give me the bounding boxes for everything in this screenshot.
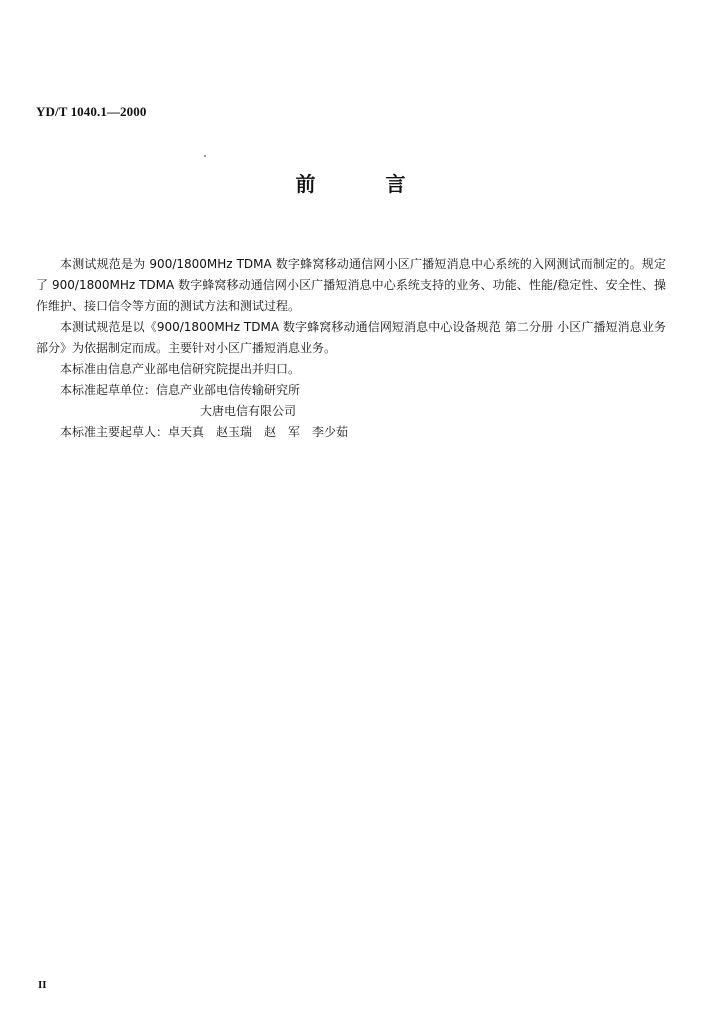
scan-speck	[204, 155, 206, 157]
foreword-body	[36, 254, 666, 443]
page-number: II	[38, 979, 47, 991]
title-char-1: 前	[295, 172, 316, 196]
paragraph-drafting-unit-2: 大唐电信有限公司	[200, 404, 297, 418]
title-char-2: 言	[385, 172, 406, 196]
standard-code: YD/T 1040.1—2000	[36, 104, 147, 119]
paragraph-drafters: 本标准主要起草人：卓天真 赵玉瑞 赵 军 李少茹	[60, 425, 349, 439]
page-title	[0, 168, 701, 197]
paragraph-basis: 本测试规范是以《900/1800MHz TDMA 数字蜂窝移动通信网短消息中心设备规范 第二分册 小区广播短消息业务部分》为依据制定而成。主要针对小区广播短消息业务。	[36, 320, 666, 355]
paragraph-scope: 本测试规范是为 900/1800MHz TDMA 数字蜂窝移动通信网小区广播短消息中心系统的入网测试而制定的。规定了 900/1800MHz TDMA 数字蜂窝移动通信网小区广播短消息中心系统支持的业务、功能、性能/稳定性、安全性、操作维护、接口信令等方面的测试方法和测试过程。	[36, 257, 666, 313]
paragraph-proposer: 本标准由信息产业部电信研究院提出并归口。	[60, 362, 301, 376]
paragraph-drafting-unit: 本标准起草单位：信息产业部电信传输研究所	[60, 383, 301, 397]
